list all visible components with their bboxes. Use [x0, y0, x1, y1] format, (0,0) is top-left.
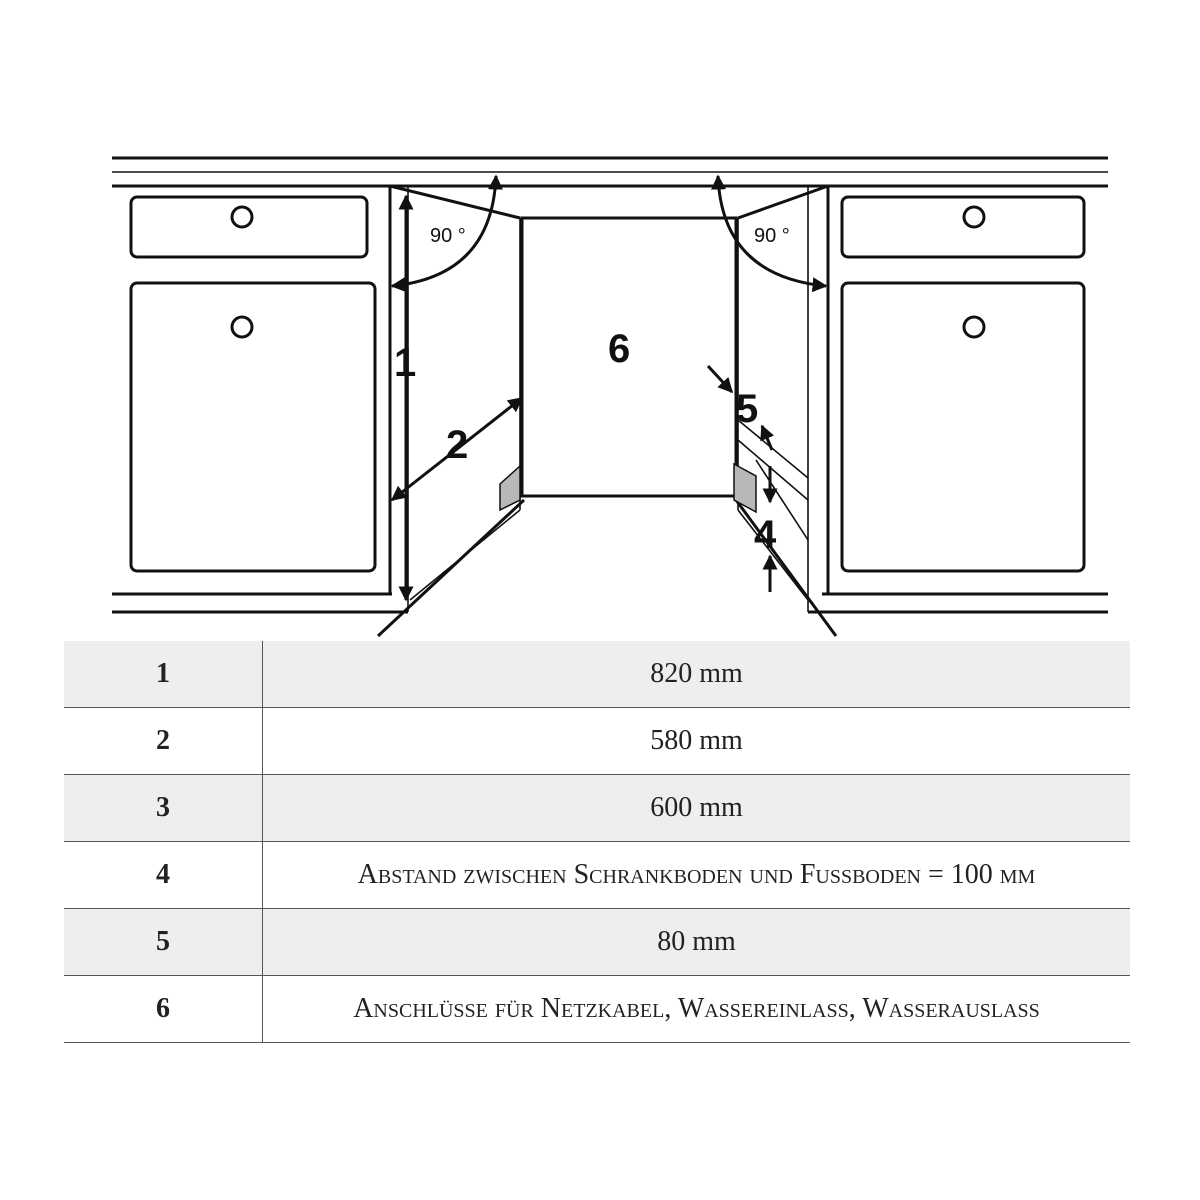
callout-1: 1 — [394, 341, 417, 385]
angle-left-label: 90 ° — [430, 225, 466, 247]
left-cabinet — [131, 186, 408, 612]
countertop — [112, 158, 1108, 186]
row-value: 80 mm — [263, 909, 1131, 976]
dishwasher-niche — [378, 186, 836, 636]
table-row — [64, 976, 1130, 1043]
left-drawer — [131, 197, 367, 257]
table-row — [64, 708, 1130, 775]
dimension-table — [64, 641, 1130, 1043]
row-number: 4 — [64, 842, 263, 909]
row-value: 600 mm — [263, 775, 1131, 842]
left-drawer-knob — [232, 207, 252, 227]
row-number: 1 — [64, 641, 263, 708]
right-cabinet — [808, 186, 1084, 612]
callout-4: 4 — [754, 513, 777, 557]
table-row — [64, 641, 1130, 708]
row-number: 2 — [64, 708, 263, 775]
row-value: Abstand zwischen Schrankboden und Fußboden = 100 mm — [357, 859, 1036, 890]
floor-baseboard — [112, 594, 1108, 612]
row-number: 5 — [64, 909, 263, 976]
right-drawer-knob — [964, 207, 984, 227]
row-number: 3 — [64, 775, 263, 842]
left-door-knob — [232, 317, 252, 337]
right-drawer — [842, 197, 1084, 257]
row-number: 6 — [64, 976, 263, 1043]
callout-6: 6 — [608, 327, 631, 371]
right-door-knob — [964, 317, 984, 337]
row-value: 580 mm — [650, 725, 743, 756]
callout-2: 2 — [446, 423, 469, 467]
callout-5: 5 — [736, 387, 759, 431]
left-plinth-block — [500, 466, 520, 510]
table-row — [64, 775, 1130, 842]
angle-right-label: 90 ° — [754, 225, 790, 247]
table-row — [64, 842, 1130, 909]
table-row — [64, 909, 1130, 976]
row-value: 820 mm — [263, 641, 1131, 708]
row-value: Anschlüsse für Netzkabel, Wassereinlass, Wasserauslass — [353, 993, 1040, 1024]
